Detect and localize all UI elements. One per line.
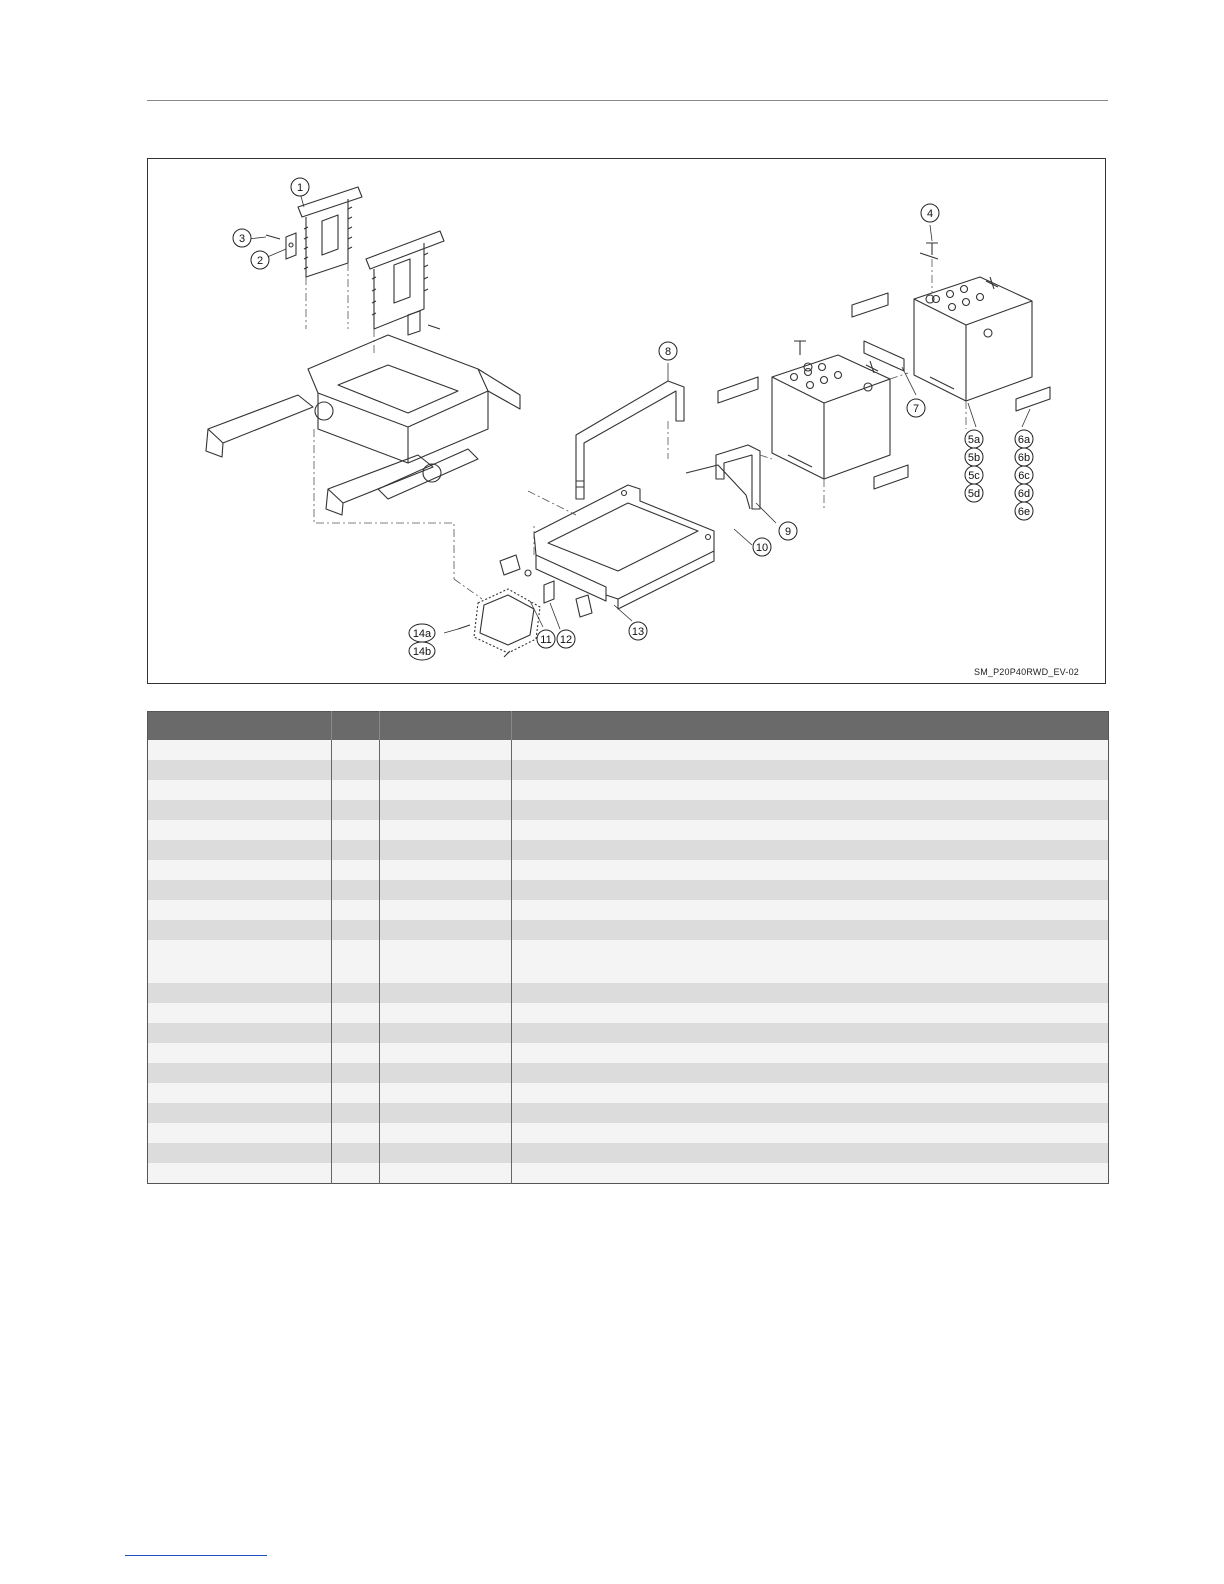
table-cell — [512, 1103, 1109, 1123]
callout-label: 1 — [296, 182, 304, 194]
mounting-plate-left — [298, 187, 362, 277]
table-cell — [148, 900, 332, 920]
callout-10 — [753, 538, 771, 556]
battery-tray-13 — [534, 485, 714, 609]
callout-label: 5b — [967, 452, 981, 464]
table-cell — [332, 1043, 380, 1063]
table-row — [148, 820, 1109, 840]
callout-label: 7 — [912, 403, 920, 415]
callout-12 — [557, 630, 575, 648]
table-cell — [512, 880, 1109, 900]
table-cell — [332, 940, 380, 983]
table-cell — [332, 1163, 380, 1184]
table-row — [148, 1103, 1109, 1123]
washer-11 — [525, 570, 531, 576]
cover-grille-14 — [474, 589, 540, 653]
callout-6d — [1015, 484, 1033, 502]
table-cell — [512, 1123, 1109, 1143]
table-row — [148, 1003, 1109, 1023]
table-row — [148, 1123, 1109, 1143]
table-cell — [512, 940, 1109, 983]
header-cell-1 — [148, 712, 332, 741]
callout-7 — [907, 399, 925, 417]
table-header-row — [148, 712, 1109, 741]
table-cell — [512, 1143, 1109, 1163]
callout-9 — [779, 522, 797, 540]
bolt-3 — [266, 235, 280, 239]
table-cell — [380, 1043, 512, 1063]
table-row — [148, 940, 1109, 983]
table-row — [148, 860, 1109, 880]
table-row — [148, 760, 1109, 780]
table-cell — [332, 1063, 380, 1083]
mounting-plate-right — [366, 231, 444, 329]
spacer-pad-1 — [718, 377, 758, 403]
callout-label: 13 — [631, 626, 645, 638]
table-cell — [380, 760, 512, 780]
callout-13 — [629, 622, 647, 640]
chassis-frame — [206, 335, 520, 515]
table-cell — [148, 1023, 332, 1043]
table-cell — [380, 920, 512, 940]
callout-6e — [1015, 502, 1033, 520]
callout-label: 6d — [1017, 488, 1031, 500]
table-cell — [148, 820, 332, 840]
table-cell — [332, 983, 380, 1003]
callout-label: 14a — [412, 628, 432, 640]
terminal-screw-a — [794, 341, 806, 355]
table-cell — [148, 1083, 332, 1103]
hinge-bracket — [500, 555, 520, 575]
table-cell — [332, 880, 380, 900]
table-cell — [380, 1143, 512, 1163]
table-cell — [332, 1103, 380, 1123]
callout-14a — [409, 624, 435, 642]
callout-8 — [659, 342, 677, 360]
table-cell — [148, 840, 332, 860]
callout-label: 4 — [926, 208, 934, 220]
spacer-pad-2 — [852, 293, 888, 317]
callout-4 — [921, 204, 939, 222]
table-cell — [332, 1003, 380, 1023]
exploded-parts-diagram — [147, 158, 1106, 684]
table-cell — [332, 840, 380, 860]
callout-14b — [409, 642, 435, 660]
table-cell — [380, 1163, 512, 1184]
assembly-lines — [306, 259, 966, 599]
table-cell — [380, 880, 512, 900]
table-row — [148, 1063, 1109, 1083]
table-cell — [380, 900, 512, 920]
header-cell-4 — [512, 712, 1109, 741]
table-row — [148, 1143, 1109, 1163]
callout-label: 3 — [238, 233, 246, 245]
table-cell — [512, 860, 1109, 880]
table-cell — [332, 920, 380, 940]
callout-1 — [291, 178, 309, 196]
callout-6c — [1015, 466, 1033, 484]
callout-label: 14b — [412, 646, 432, 658]
table-cell — [512, 780, 1109, 800]
terminal-cable-b — [986, 277, 998, 289]
callout-2 — [251, 251, 269, 269]
table-cell — [380, 840, 512, 860]
table-cell — [512, 1003, 1109, 1023]
callout-5c — [965, 466, 983, 484]
table-row — [148, 1163, 1109, 1184]
callout-label: 9 — [784, 526, 792, 538]
table-cell — [148, 760, 332, 780]
table-cell — [380, 983, 512, 1003]
table-cell — [148, 1163, 332, 1184]
table-cell — [332, 780, 380, 800]
table-cell — [512, 740, 1109, 760]
spacer-pad-3 — [874, 465, 908, 489]
table-cell — [380, 780, 512, 800]
figure-code: SM_P20P40RWD_EV-02 — [974, 667, 1079, 677]
parts-list-table — [147, 711, 1109, 1184]
table-cell — [148, 940, 332, 983]
table-cell — [148, 800, 332, 820]
table-cell — [148, 1003, 332, 1023]
hold-down-bracket-9 — [686, 445, 760, 509]
callout-label: 6a — [1017, 434, 1031, 446]
callout-label: 6c — [1018, 470, 1030, 482]
bracket-hole — [289, 243, 293, 247]
table-row — [148, 780, 1109, 800]
spacer-pad-6 — [1016, 387, 1050, 411]
callout-5b — [965, 448, 983, 466]
table-cell — [148, 983, 332, 1003]
table-cell — [148, 780, 332, 800]
callout-label: 10 — [755, 542, 769, 554]
table-cell — [148, 1123, 332, 1143]
table-cell — [512, 1023, 1109, 1043]
table-cell — [148, 920, 332, 940]
battery-left — [772, 355, 890, 479]
table-row — [148, 1023, 1109, 1043]
table-cell — [148, 1103, 332, 1123]
table-cell — [148, 860, 332, 880]
table-cell — [512, 820, 1109, 840]
terminal-screw-4 — [926, 243, 938, 255]
table-row — [148, 920, 1109, 940]
callout-5d — [965, 484, 983, 502]
clip-12 — [544, 581, 554, 603]
table-cell — [512, 1083, 1109, 1103]
table-cell — [332, 900, 380, 920]
table-cell — [380, 1103, 512, 1123]
table-cell — [332, 740, 380, 760]
table-cell — [380, 860, 512, 880]
screw-14a — [458, 625, 470, 629]
table-cell — [512, 983, 1109, 1003]
table-cell — [380, 740, 512, 760]
table-cell — [512, 1063, 1109, 1083]
table-cell — [332, 760, 380, 780]
callout-label: 5c — [968, 470, 980, 482]
table-cell — [380, 940, 512, 983]
table-cell — [380, 1023, 512, 1043]
callout-label: 2 — [256, 255, 264, 267]
terminal-cable-4 — [920, 253, 938, 259]
table-cell — [512, 1163, 1109, 1184]
table-cell — [148, 1043, 332, 1063]
connector-block — [576, 595, 592, 617]
battery-right — [914, 277, 1032, 401]
table-row — [148, 1083, 1109, 1103]
callout-label: 12 — [559, 634, 573, 646]
table-cell — [332, 1023, 380, 1043]
diagram-drawing — [148, 159, 1107, 685]
table-row — [148, 840, 1109, 860]
table-cell — [512, 760, 1109, 780]
table-cell — [332, 860, 380, 880]
callout-6a — [1015, 430, 1033, 448]
table-cell — [380, 1063, 512, 1083]
clamp-bracket-lower — [408, 311, 420, 335]
table-cell — [332, 1123, 380, 1143]
table-cell — [512, 900, 1109, 920]
table-cell — [332, 1143, 380, 1163]
bolt-lower — [428, 325, 440, 329]
table-cell — [148, 740, 332, 760]
table-cell — [380, 1003, 512, 1023]
table-row — [148, 740, 1109, 760]
callout-label: 8 — [664, 346, 672, 358]
callout-3 — [233, 229, 251, 247]
table-cell — [380, 800, 512, 820]
table-row — [148, 900, 1109, 920]
table-cell — [380, 820, 512, 840]
table-row — [148, 1043, 1109, 1063]
table-row — [148, 983, 1109, 1003]
clamp-bracket — [286, 233, 296, 259]
header-rule — [147, 100, 1108, 101]
header-cell-3 — [380, 712, 512, 741]
header-cell-2 — [332, 712, 380, 741]
callout-label: 6e — [1017, 506, 1031, 518]
table-cell — [512, 840, 1109, 860]
callout-6b — [1015, 448, 1033, 466]
table-cell — [332, 820, 380, 840]
table-cell — [512, 920, 1109, 940]
table-cell — [332, 800, 380, 820]
table-cell — [512, 800, 1109, 820]
table-cell — [380, 1123, 512, 1143]
table-cell — [332, 1083, 380, 1103]
callout-11 — [537, 630, 555, 648]
callout-label: 5a — [967, 434, 981, 446]
table-row — [148, 880, 1109, 900]
table-row — [148, 800, 1109, 820]
footer-link-underline[interactable] — [125, 1555, 267, 1556]
callout-label: 6b — [1017, 452, 1031, 464]
table-cell — [512, 1043, 1109, 1063]
table-cell — [148, 1143, 332, 1163]
table-cell — [148, 1063, 332, 1083]
table-cell — [148, 880, 332, 900]
table-cell — [380, 1083, 512, 1103]
callout-label: 5d — [967, 488, 981, 500]
callout-5a — [965, 430, 983, 448]
callout-label: 11 — [540, 634, 552, 646]
